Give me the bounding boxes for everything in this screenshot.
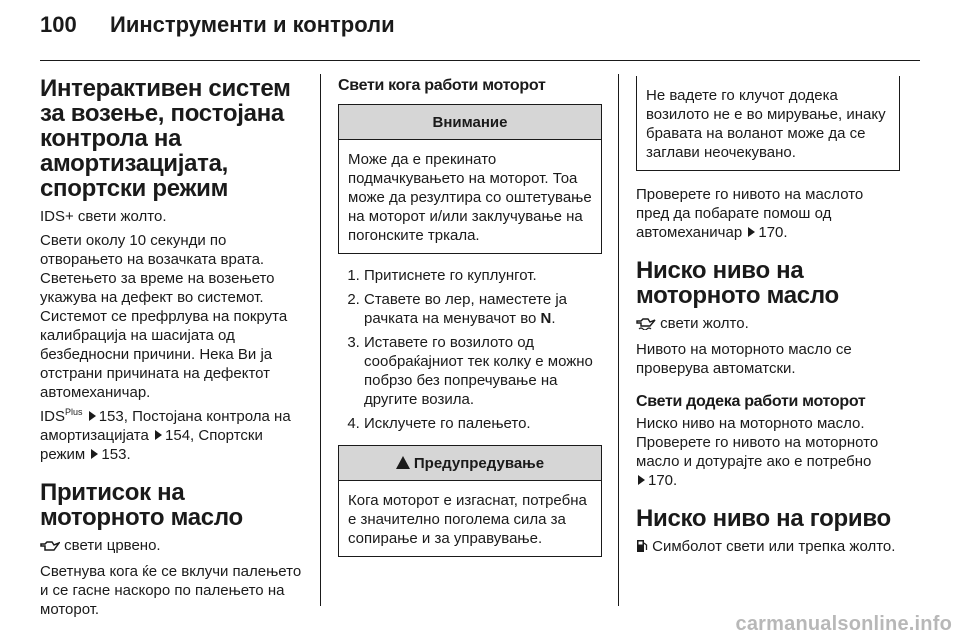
low-oil-paragraph-2: Нивото на моторното масло се проверува автоматски.: [636, 341, 852, 377]
section-title-engine-running-oil: Свети додека работи моторот: [636, 393, 866, 410]
caution-box: [338, 104, 602, 254]
column-divider-2: [618, 74, 619, 606]
ids-paragraph-2: Свети околу 10 секунди по отворањето на возачката врата. Светењето за време на возењето укажува на дефект во системот. Системот се префрлува на покрута калибрација на шасијата од безбедносни причини. Нека Ви ја отстрани причината на дефектот автомеханичар.: [40, 232, 288, 401]
fuel-pump-icon: [636, 539, 648, 558]
list-item: 3. Иставете го возилото од сообраќајниот тек колку е можно побрзо без попречување на другите возила.: [364, 333, 602, 409]
list-item: 2. Ставете во лер, наместете ја рачката на менувачот во N.: [364, 290, 602, 328]
warning-box: [338, 445, 602, 557]
section-title-oil-pressure: Притисок на моторното масло: [40, 479, 243, 531]
chapter-title: Иинструменти и контроли: [110, 12, 395, 37]
reference-arrow-icon: [638, 475, 645, 485]
column-1: [40, 76, 304, 624]
steps-list: [338, 266, 602, 433]
caution-body: Може да е прекинато подмачкувањето на моторот. Тоа може да резултира со оштетување на моторот и/или заклучување на погонските тркала.: [348, 151, 592, 244]
column-divider-1: [320, 74, 321, 606]
low-oil-running-paragraph: Ниско ниво на моторното масло. Проверете го нивото на моторното масло и дотурајте ако е потребно 170.: [636, 415, 879, 489]
oil-pressure-paragraph-1: свети црвено.: [40, 536, 304, 557]
watermark: carmanualsonline.info: [735, 613, 952, 635]
column-2: [338, 76, 602, 569]
ids-references: $IDS^{Plus}$ 153, Постојана контрола на амортизацијата 154, Спортски режим 153.: [40, 407, 291, 463]
list-item: 4. Исклучете го палењето.: [364, 414, 602, 433]
section-title-low-fuel: Ниско ниво на гориво: [636, 505, 891, 532]
warning-box-continued: [636, 76, 900, 171]
warning-body-continued: Не вадете го клучот додека возилото не е во мирување, инаку бравата на воланот може да се заглави неочекувано.: [646, 87, 886, 161]
reference-arrow-icon: [748, 227, 755, 237]
section-title-low-oil: Ниско ниво на моторното масло: [636, 257, 839, 309]
oil-pressure-paragraph-2: Светнува кога ќе се вклучи палењето и се гасне наскоро по палењето на моторот.: [40, 563, 302, 618]
reference-arrow-icon: [89, 411, 96, 421]
low-fuel-paragraph: Симболот свети или трепка жолто.: [636, 537, 900, 558]
column-3: [636, 76, 900, 563]
section-title-ids: Интерактивен систем за возење, постојана контрола на амортизацијата, спортски режим: [40, 75, 291, 202]
reference-arrow-icon: [155, 430, 162, 440]
page-header: [40, 12, 920, 52]
reference-arrow-icon: [91, 449, 98, 459]
check-oil-paragraph: Проверете го нивото на маслото пред да побарате помош од автомеханичар 170.: [636, 186, 864, 241]
oil-level-icon: [636, 316, 656, 335]
caution-title: Внимание: [339, 105, 601, 140]
ids-paragraph-1: IDS+ свети жолто.: [40, 208, 167, 225]
page-number: 100: [40, 12, 77, 37]
section-title-engine-running: Свети кога работи моторот: [338, 77, 546, 94]
warning-triangle-icon: [396, 456, 410, 469]
header-rule: [40, 60, 920, 61]
list-item: 1. Притиснете го куплунгот.: [364, 266, 602, 285]
warning-body: Кога моторот е изгаснат, потребна е значително поголема сила за сопирање и за управување.: [348, 492, 587, 547]
low-oil-paragraph-1: свети жолто.: [636, 314, 900, 335]
warning-title-bar: Предупредување: [339, 446, 601, 481]
oil-can-icon: [40, 538, 60, 557]
